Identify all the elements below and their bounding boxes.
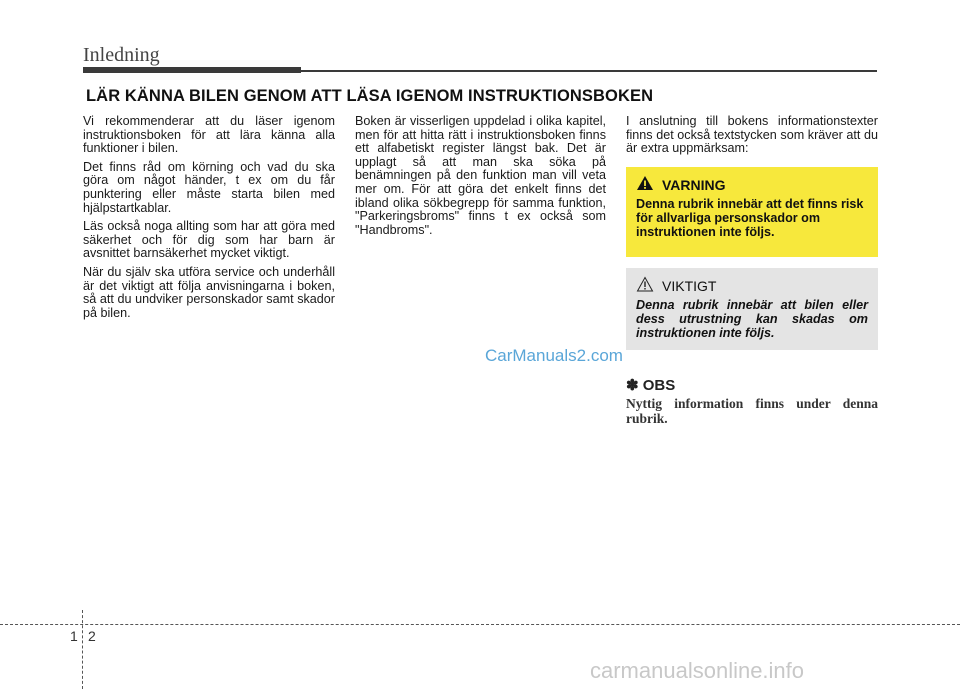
warning-title-row xyxy=(636,175,868,194)
watermark-link[interactable]: CarManuals2.com xyxy=(485,346,623,365)
footer-dashed-divider xyxy=(82,610,83,689)
paragraph: Boken är visserligen uppdelad i olika kapitel, men för att hitta rätt i instruktionsboken finns ett alfabetiskt register längst bak. Det är upplagt så att man ska söka på benämningen på den funktion man vill veta mer om. För att göra det enkelt finns det ibland olika sökbegrepp för samma funktion, "Parkeringsbroms" finns t ex också som "Handbroms". xyxy=(355,114,606,237)
important-title: VIKTIGT xyxy=(662,277,717,294)
warning-text: Denna rubrik innebär att det finns risk för allvarliga personskador om instruktionen inte följs. xyxy=(636,197,864,239)
footer-watermark: carmanualsonline.info xyxy=(590,658,805,683)
header-title: Inledning xyxy=(83,44,160,66)
paragraph: Läs också noga allting som har att göra med säkerhet och för dig som har barn är avsnittet barnsäkerhet mycket viktigt. xyxy=(83,219,335,261)
text-column-1 xyxy=(83,115,335,325)
important-box xyxy=(626,268,878,350)
paragraph: När du själv ska utföra service och underhåll är det viktigt att följa anvisningarna i boken, så att du undviker personskador samt skador på bilen. xyxy=(83,264,335,320)
warning-title: VARNING xyxy=(662,176,726,193)
section-heading: LÄR KÄNNA BILEN GENOM ATT LÄSA IGENOM INSTRUKTIONSBOKEN xyxy=(86,87,654,105)
caution-triangle-icon xyxy=(636,276,654,295)
page-number: 2 xyxy=(88,628,96,644)
note-text: Nyttig information finns under denna rubrik. xyxy=(626,396,878,426)
header-rule-thin xyxy=(301,70,877,72)
footer-dashed-rule xyxy=(0,624,960,625)
note-title: ✽ OBS xyxy=(626,377,676,394)
paragraph: I anslutning till bokens informationstexter finns det också textstycken som kräver att du är extra uppmärksam: xyxy=(626,114,878,156)
warning-box xyxy=(626,167,878,257)
paragraph: Vi rekommenderar att du läser igenom instruktionsboken för att lära känna alla funktioner i bilen. xyxy=(83,114,335,156)
warning-triangle-icon xyxy=(636,175,654,194)
important-title-row xyxy=(636,276,868,295)
text-column-3 xyxy=(626,115,878,161)
header-rule-thick xyxy=(83,67,301,73)
important-text: Denna rubrik innebär att bilen eller dess utrustning kan skadas om instruktionen inte följs. xyxy=(636,298,868,340)
text-column-2 xyxy=(355,115,606,242)
paragraph: Det finns råd om körning och vad du ska göra om något händer, t ex om du får punktering eller måste starta bilen med hjälpstartkablar. xyxy=(83,159,335,215)
chapter-number: 1 xyxy=(70,628,78,644)
